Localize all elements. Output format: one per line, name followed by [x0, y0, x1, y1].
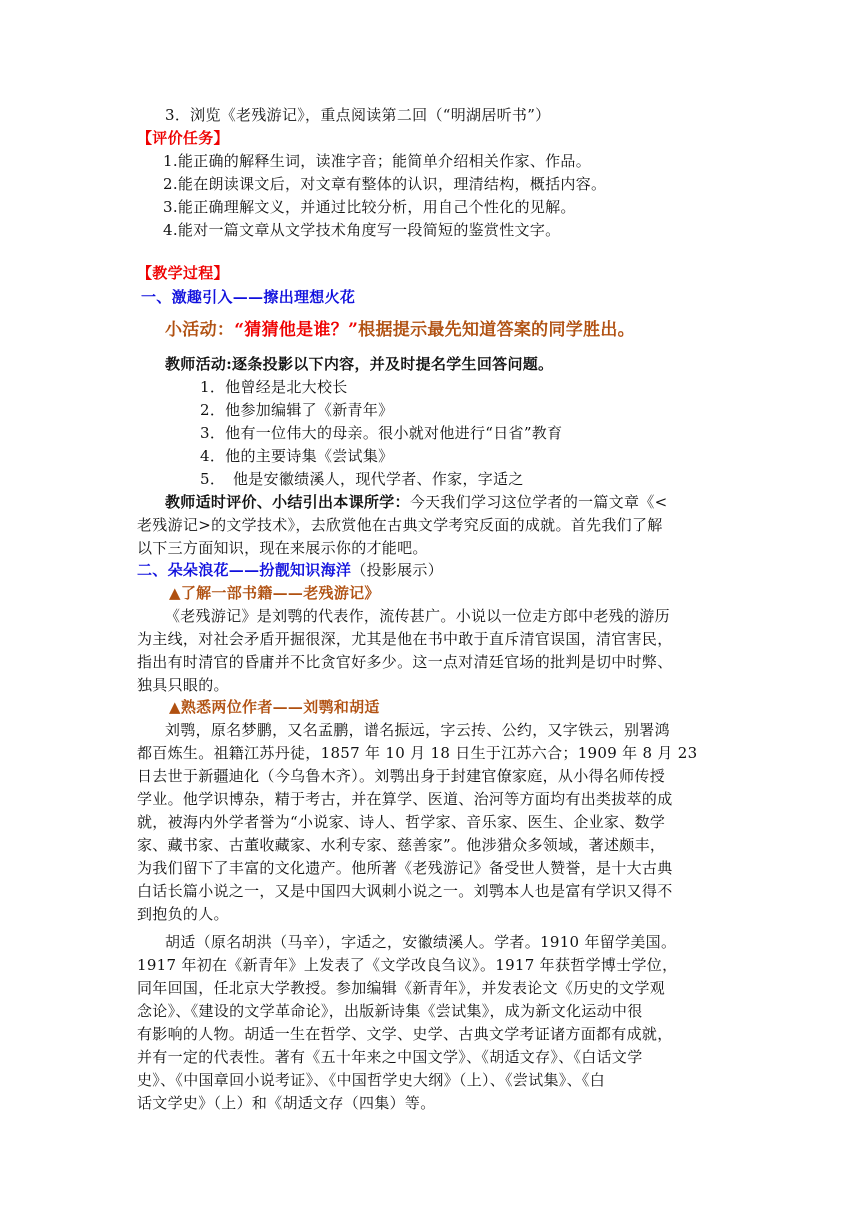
- clue-3: 3．他有一位伟大的母亲。很小就对他进行“日省”教育: [200, 424, 563, 442]
- activity-quote: “猜猜他是谁？”: [234, 320, 359, 340]
- activity-line: [165, 319, 635, 341]
- hushi-line-1: 胡适（原名胡洪（马辛），字适之，安徽绩溪人。学者。1910 年留学美国。: [165, 933, 677, 951]
- eval-item-1: 1.能正确的解释生词，读准字音；能简单介绍相关作家、作品。: [163, 152, 592, 170]
- liue-line-8: 白话长篇小说之一，又是中国四大讽刺小说之一。刘鹗本人也是富有学识又得不: [137, 882, 673, 900]
- liue-line-6: 家、藏书家、古董收藏家、水利专家、慈善家”。他涉猎众多领域，著述颇丰，: [137, 836, 666, 854]
- summary-line-2: 老残游记>的文学技术》，去欣赏他在古典文学考究反面的成就。首先我们了解: [137, 516, 663, 534]
- book-line-4: 独具只眼的。: [137, 676, 229, 694]
- eval-item-4: 4.能对一篇文章从文学技术角度写一段简短的鉴赏性文字。: [163, 221, 561, 239]
- liue-line-5: 就，被海内外学者誉为“小说家、诗人、哲学家、音乐家、医生、企业家、数学: [137, 813, 666, 831]
- liue-line-3: 日去世于新疆迪化（今乌鲁木齐）。刘鹗出身于封建官僚家庭，从小得名师传授: [137, 767, 666, 785]
- summary-line-3: 以下三方面知识，现在来展示你的才能吧。: [137, 539, 428, 557]
- clue-1: 1．他曾经是北大校长: [200, 378, 348, 396]
- book-heading: ▲了解一部书籍——老残游记》: [169, 584, 380, 602]
- summary-line-1: [165, 491, 667, 513]
- clue-5: 5． 他是安徽绩溪人，现代学者、作家，字适之: [200, 470, 524, 488]
- hushi-line-6: 并有一定的代表性。著有《五十年来之中国文学》、《胡适文存》、《白话文学: [137, 1048, 643, 1066]
- section1-title: 一、激趣引入——擦出理想火花: [141, 288, 356, 306]
- eval-item-2: 2.能在朗读课文后，对文章有整体的认识，理清结构，概括内容。: [163, 175, 607, 193]
- hushi-line-7: 史》、《中国章回小说考证》、《中国哲学史大纲》（上）、《尝试集》、《白: [137, 1071, 606, 1089]
- book-line-3: 指出有时清官的昏庸并不比贪官好多少。这一点对清廷官场的批判是切中时弊、: [137, 653, 673, 671]
- clue-2: 2．他参加编辑了《新青年》: [200, 401, 394, 419]
- hushi-line-4: 念论》、《建设的文学革命论》，出版新诗集《尝试集》，成为新文化运动中很: [137, 1002, 643, 1020]
- book-line-1: 《老残游记》是刘鹗的代表作，流传甚广。小说以一位走方郎中老残的游历: [165, 607, 670, 625]
- section2-title: 二、朵朵浪花——扮靓知识海洋: [137, 561, 352, 579]
- liue-line-2: 都百炼生。祖籍江苏丹徒，1857 年 10 月 18 日生于江苏六合；1909 年 8 月 23: [137, 744, 698, 762]
- authors-heading: ▲熟悉两位作者——刘鹗和胡适: [169, 698, 380, 716]
- hushi-line-3: 同年回国，任北京大学教授。参加编辑《新青年》，并发表论文《历史的文学观: [137, 979, 666, 997]
- task-item-3: 3．浏览《老残游记》，重点阅读第二回（“明湖居听书”）: [165, 106, 551, 124]
- hushi-line-5: 有影响的人物。胡适一生在哲学、文学、史学、古典文学考证诸方面都有成就，: [137, 1025, 673, 1043]
- process-heading: 【教学过程】: [137, 264, 229, 282]
- liue-line-1: 刘鹗，原名梦鹏，又名孟鹏，谱名振远，字云抟、公约，又字铁云，别署鸿: [165, 721, 670, 739]
- hushi-line-2: 1917 年初在《新青年》上发表了《文学改良刍议》。1917 年获哲学博士学位，: [137, 956, 678, 974]
- liue-line-7: 为我们留下了丰富的文化遗产。他所著《老残游记》备受世人赞誉，是十大古典: [137, 859, 673, 877]
- hushi-line-8: 话文学史》（上）和《胡适文存（四集）等。: [137, 1094, 436, 1112]
- clue-4: 4．他的主要诗集《尝试集》: [200, 447, 394, 465]
- activity-prefix: 小活动：: [165, 320, 235, 340]
- liue-line-4: 学业。他学识博杂，精于考古，并在算学、医道、治河等方面均有出类拔萃的成: [137, 790, 673, 808]
- summary-label: 教师适时评价、小结引出本课所学：: [165, 493, 410, 511]
- eval-heading: 【评价任务】: [137, 129, 229, 147]
- eval-item-3: 3.能正确理解文义，并通过比较分析，用自己个性化的见解。: [163, 198, 576, 216]
- section2-note: （投影展示）: [351, 561, 444, 579]
- section2-line: [137, 559, 443, 581]
- activity-rest: 根据提示最先知道答案的同学胜出。: [358, 320, 635, 340]
- book-line-2: 为主线，对社会矛盾开掘很深，尤其是他在书中敢于直斥清官误国，清官害民，: [137, 630, 673, 648]
- liue-line-9: 到抱负的人。: [137, 905, 229, 923]
- teacher-activity: 教师活动:逐条投影以下内容，并及时提名学生回答问题。: [165, 355, 554, 373]
- summary-text: 今天我们学习这位学者的一篇文章《<: [409, 493, 668, 511]
